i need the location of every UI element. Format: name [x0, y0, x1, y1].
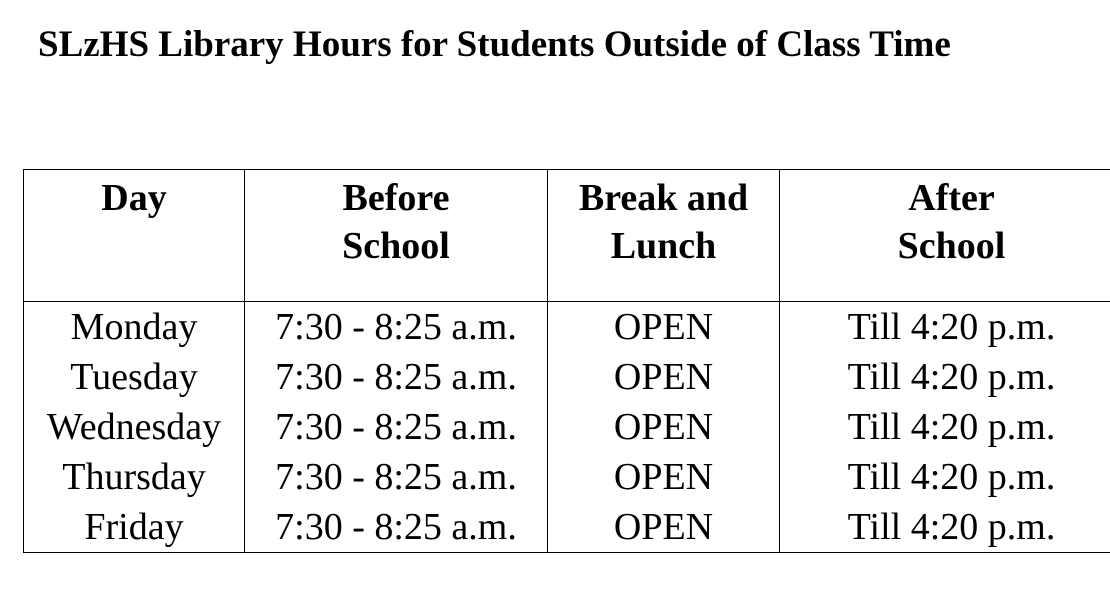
after-school-cell: Till 4:20 p.m.: [780, 302, 1110, 353]
table-row-monday: [24, 302, 1110, 353]
page-title: SLzHS Library Hours for Students Outside of Class Time: [38, 24, 951, 65]
header-break-and-lunch: [548, 170, 780, 302]
before-school-cell: 7:30 - 8:25 a.m.: [245, 502, 548, 553]
table-row-wednesday: [24, 402, 1110, 452]
before-school-cell: 7:30 - 8:25 a.m.: [245, 302, 548, 353]
after-school-cell: Till 4:20 p.m.: [780, 502, 1110, 553]
day-cell: Wednesday: [24, 402, 245, 452]
table-row-thursday: [24, 452, 1110, 502]
header-after-school: [780, 170, 1110, 302]
day-cell: Tuesday: [24, 352, 245, 402]
header-before-school: [245, 170, 548, 302]
table-row-tuesday: [24, 352, 1110, 402]
header-day: [24, 170, 245, 302]
before-school-cell: 7:30 - 8:25 a.m.: [245, 452, 548, 502]
header-day-label: Day: [101, 177, 167, 219]
header-after-school-line-1: After: [908, 177, 995, 219]
after-school-cell: Till 4:20 p.m.: [780, 402, 1110, 452]
after-school-cell: Till 4:20 p.m.: [780, 352, 1110, 402]
table-row-friday: [24, 502, 1110, 553]
break-lunch-cell: OPEN: [548, 402, 780, 452]
break-lunch-cell: OPEN: [548, 352, 780, 402]
header-break-and-lunch-line-2: Lunch: [610, 225, 717, 267]
header-after-school-line-2: School: [897, 225, 1006, 267]
day-cell: Friday: [24, 502, 245, 553]
day-cell: Monday: [24, 302, 245, 353]
break-lunch-cell: OPEN: [548, 452, 780, 502]
break-lunch-cell: OPEN: [548, 302, 780, 353]
before-school-cell: 7:30 - 8:25 a.m.: [245, 402, 548, 452]
before-school-cell: 7:30 - 8:25 a.m.: [245, 352, 548, 402]
header-before-school-line-1: Before: [342, 177, 450, 219]
header-before-school-line-2: School: [342, 225, 450, 267]
library-hours-table: [23, 169, 1110, 553]
day-cell: Thursday: [24, 452, 245, 502]
after-school-cell: Till 4:20 p.m.: [780, 452, 1110, 502]
header-break-and-lunch-line-1: Break and: [578, 177, 749, 219]
break-lunch-cell: OPEN: [548, 502, 780, 553]
table-header-row: [24, 170, 1110, 302]
